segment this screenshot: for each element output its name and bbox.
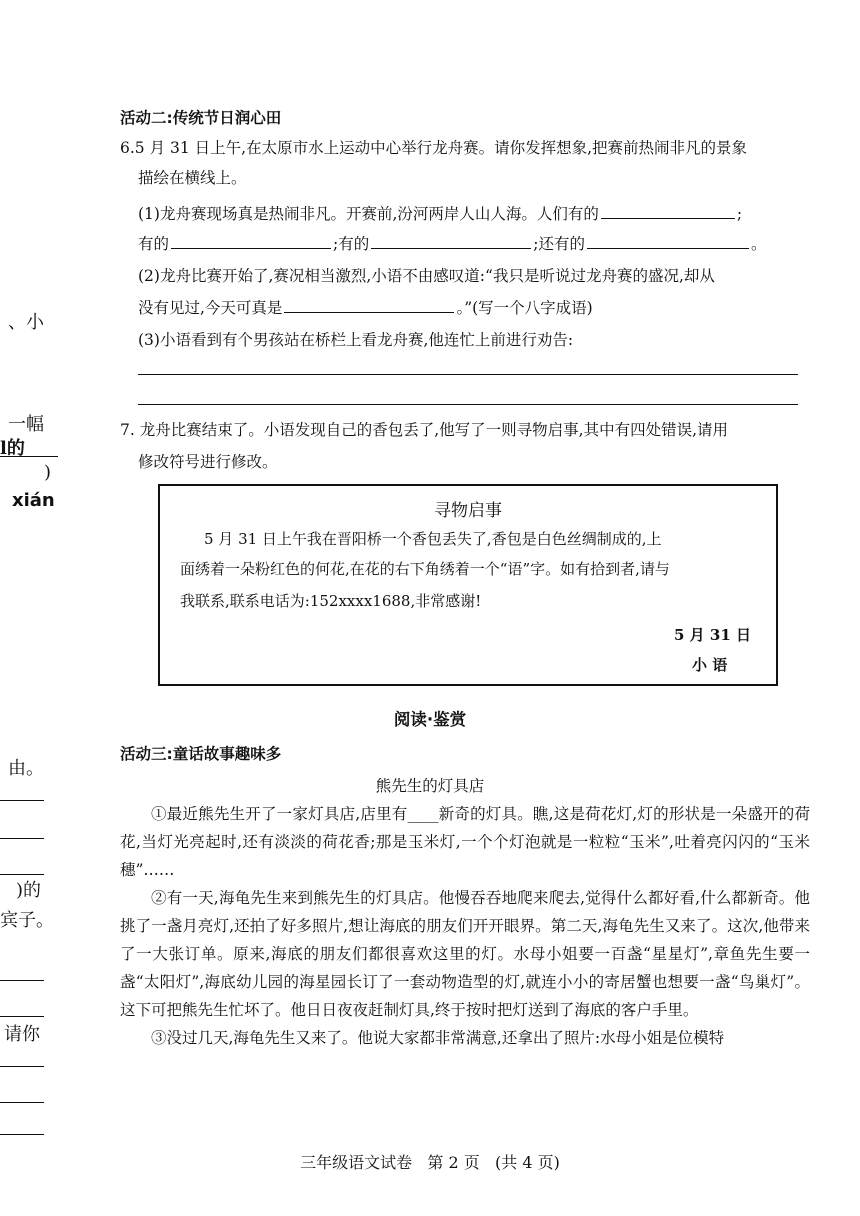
answer-blank[interactable] xyxy=(371,233,531,249)
notice-signature: 小 语 xyxy=(692,656,728,674)
notice-date: 5 月 31 日 xyxy=(674,626,751,644)
q6-part1-text: ;有的 xyxy=(333,235,370,253)
answer-blank[interactable] xyxy=(171,233,331,249)
margin-fragment: )的 xyxy=(16,880,42,901)
margin-fragment: 由。 xyxy=(8,758,44,779)
q6-part1-line1 xyxy=(138,202,742,224)
notice-title: 寻物启事 xyxy=(434,501,502,521)
margin-fragment: 请你 xyxy=(4,1024,40,1045)
question-7-stem-cont: 修改符号进行修改。 xyxy=(138,453,278,471)
story-title: 熊先生的灯具店 xyxy=(375,777,485,795)
q6-part3-line1: (3)小语看到有个男孩站在桥栏上看龙舟赛,他连忙上前进行劝告: xyxy=(138,331,574,349)
margin-fragment: xián xyxy=(12,490,55,511)
story-paragraph-2: ②有一天,海龟先生来到熊先生的灯具店。他慢吞吞地爬来爬去,觉得什么都好看,什么都新奇。他挑了一盏月亮灯,还拍了好多照片,想让海底的朋友们开开眼界。第二天,海龟先生又来了。这次,他带来了一大张订单。原来,海底的朋友们都很喜欢这里的灯。水母小姐要一百盏“星星灯”,章鱼先生要一盏“太阳灯”,海底幼儿园的海星园长订了一套动物造型的灯,就连小小的寄居蟹也想要一盏“鸟巢灯”。这下可把熊先生忙坏了。他日日夜夜赶制灯具,终于按时把灯送到了海底的客户手里。 xyxy=(120,889,810,1019)
q6-part2-line2 xyxy=(138,296,593,318)
question-6-stem: 6.5 月 31 日上午,在太原市水上运动中心举行龙舟赛。请你发挥想象,把赛前热闹非凡的景象 xyxy=(120,139,748,157)
activity-heading: 活动二:传统节日润心田 xyxy=(120,109,282,127)
q6-part1-text: (1)龙舟赛现场真是热闹非凡。开赛前,汾河两岸人山人海。人们有的 xyxy=(138,205,599,223)
notice-body-line: 5 月 31 日上午我在晋阳桥一个香包丢失了,香包是白色丝绸制成的,上 xyxy=(204,530,662,548)
q6-part2-line1: (2)龙舟比赛开始了,赛况相当激烈,小语不由感叹道:“我只是听说过龙舟赛的盛况,却从 xyxy=(138,267,715,285)
question-6-stem-cont: 描绘在横线上。 xyxy=(138,169,247,187)
margin-fragment: 一幅 xyxy=(8,414,44,435)
activity-heading: 活动三:童话故事趣味多 xyxy=(120,745,282,763)
notice-body-line: 我联系,联系电话为:152xxxx1688,非常感谢! xyxy=(180,592,482,610)
story-body xyxy=(120,800,810,1052)
margin-fragment: ) xyxy=(44,462,52,483)
q6-part1-text: ;还有的 xyxy=(533,235,585,253)
answer-blank[interactable] xyxy=(601,203,735,219)
answer-line[interactable] xyxy=(138,374,798,375)
page-footer: 三年级语文试卷 第 2 页 (共 4 页) xyxy=(300,1153,560,1172)
story-paragraph-1: ①最近熊先生开了一家灯具店,店里有____新奇的灯具。瞧,这是荷花灯,灯的形状是一朵盛开的荷花,当灯光亮起时,还有淡淡的荷花香;那是玉米灯,一个个灯泡就是一粒粒“玉米”,吐着亮闪闪的“玉米穗”…… xyxy=(120,805,810,879)
q6-part2-text: 没有见过,今天可真是 xyxy=(138,299,283,317)
story-paragraph-3: ③没过几天,海龟先生又来了。他说大家都非常满意,还拿出了照片:水母小姐是位模特 xyxy=(151,1029,725,1047)
question-7-stem: 7. 龙舟比赛结束了。小语发现自己的香包丢了,他写了一则寻物启事,其中有四处错误,请用 xyxy=(120,421,728,439)
punctuation: ; xyxy=(736,205,743,223)
q6-part1-line2 xyxy=(138,232,767,254)
answer-blank[interactable] xyxy=(587,233,749,249)
q6-part2-text: 。”(写一个八字成语) xyxy=(456,299,593,317)
margin-fragment: l的 xyxy=(0,438,25,459)
answer-line[interactable] xyxy=(138,404,798,405)
section-title: 阅读·鉴赏 xyxy=(393,710,467,729)
answer-blank[interactable] xyxy=(284,297,454,313)
margin-fragment: 、小 xyxy=(8,312,44,333)
punctuation: 。 xyxy=(750,235,767,253)
margin-fragment: 宾子。 xyxy=(0,910,54,931)
notice-body-line: 面绣着一朵粉红色的何花,在花的右下角绣着一个“语”字。如有拾到者,请与 xyxy=(180,560,670,578)
q6-part1-text: 有的 xyxy=(138,235,170,253)
